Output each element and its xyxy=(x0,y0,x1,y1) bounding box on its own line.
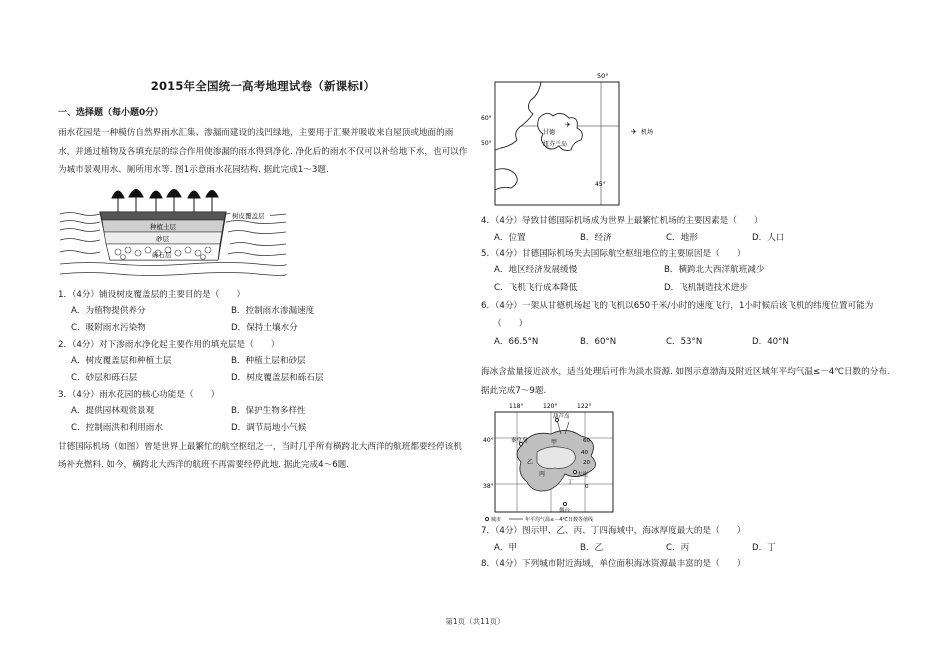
lat-60-label: 60° xyxy=(481,115,492,122)
q1-option-a[interactable]: A．为植物提供养分 xyxy=(71,305,146,316)
q4-option-a[interactable]: A．位置 xyxy=(494,233,526,243)
lon-118-label: 118° xyxy=(509,403,524,411)
isoline-0: 0 xyxy=(585,484,589,491)
legend-airport-icon: ✈ xyxy=(631,128,637,136)
q7-option-a[interactable]: A．甲 xyxy=(494,543,518,554)
q3-option-d[interactable]: D．调节局地小气候 xyxy=(231,423,307,434)
label-planting-soil: 种植土层 xyxy=(150,222,176,231)
q4-option-b[interactable]: B．经济 xyxy=(580,233,612,243)
city-dalian: 大连 xyxy=(577,472,589,479)
isoline-60: 60 xyxy=(583,438,590,445)
lon-50-label: 50° xyxy=(597,72,609,80)
lat-45-label: 45° xyxy=(595,181,606,188)
q6-option-a[interactable]: A．66.5°N xyxy=(494,337,539,347)
q7-option-d[interactable]: D．丁 xyxy=(752,543,776,554)
zone-yi: 乙 xyxy=(527,459,534,467)
q7-option-b[interactable]: B．乙 xyxy=(580,543,604,554)
newfoundland-label: 纽芬兰岛 xyxy=(543,141,568,148)
q5-option-a[interactable]: A．地区经济发展缓慢 xyxy=(494,265,578,275)
question-5-options xyxy=(481,262,891,297)
q3-option-a[interactable]: A．提供园林观赏景观 xyxy=(71,405,155,416)
bohai-sea-map xyxy=(481,400,721,524)
right-column xyxy=(481,70,891,572)
lon-120-label: 120° xyxy=(543,403,558,411)
zone-jia: 甲 xyxy=(551,439,558,447)
q5-option-d[interactable]: D．飞机制造技术进步 xyxy=(664,282,748,293)
legend-city: 城市 xyxy=(491,517,502,524)
lon-122-label: 122° xyxy=(577,403,592,411)
isoline-20: 20 xyxy=(583,460,590,467)
passage-rain-garden: 雨水花园是一种模仿自然界雨水汇集、渗漏而建设的浅凹绿地，主要用于汇聚并吸收来自屋顶或地面的雨水，并通过植物及各填充层的综合作用使渗漏的雨水得到净化. 净化后的雨水不仅可以补给地下水，也可以作为城市景观用水、厕所用水等. 图1示意雨水花园结构. 据此完成1～3题. xyxy=(58,128,468,176)
gander-label: 甘德 xyxy=(543,129,556,136)
q1-option-d[interactable]: D．保持土壤水分 xyxy=(231,323,298,334)
page-title: 2015年全国统一高考地理试卷（新课标Ⅰ） xyxy=(150,79,376,93)
lat-50-label: 50° xyxy=(481,140,492,147)
zone-ding: 丁 xyxy=(567,479,574,487)
city-qinhuangdao: 秦皇岛 xyxy=(511,438,528,445)
lat-38-label: 38° xyxy=(483,483,494,491)
rain-garden-figure xyxy=(58,184,468,284)
bohai-map-figure xyxy=(481,400,891,524)
section-heading: 一、选择题（每小题0分） xyxy=(58,108,164,118)
question-3-options xyxy=(58,403,468,438)
lat-40-label: 40° xyxy=(483,437,494,445)
question-2-options xyxy=(58,353,468,388)
question-1: 1．（4分）铺设树皮覆盖层的主要目的是（ ） xyxy=(58,289,246,300)
question-5: 5．（4分）甘德国际机场失去国际航空枢纽地位的主要原因是（ ） xyxy=(481,249,746,259)
label-gravel-layer: 砾石层 xyxy=(152,250,172,259)
question-2: 2．（4分）对下渗雨水净化起主要作用的填充层是（ ） xyxy=(58,339,280,350)
q1-option-c[interactable]: C．吸附雨水污染物 xyxy=(71,323,146,334)
newfoundland-map-figure xyxy=(481,70,891,210)
zone-bing: 丙 xyxy=(539,471,546,479)
newfoundland-map xyxy=(481,70,721,210)
q2-option-d[interactable]: D．树皮覆盖层和砾石层 xyxy=(231,373,324,384)
q6-option-b[interactable]: B．60°N xyxy=(580,337,617,347)
q7-option-c[interactable]: C．丙 xyxy=(666,543,690,554)
left-column xyxy=(58,78,468,475)
q3-option-b[interactable]: B．保护生物多样性 xyxy=(231,405,306,416)
q5-option-c[interactable]: C．飞机飞行成本降低 xyxy=(494,282,578,293)
airport-icon: ✈ xyxy=(565,121,571,129)
legend-airport-label: 机场 xyxy=(641,129,654,136)
q1-option-b[interactable]: B．控制雨水渗漏速度 xyxy=(231,305,315,316)
q3-option-c[interactable]: C．控制雨洪和利用雨水 xyxy=(71,423,163,434)
question-7-options xyxy=(481,539,891,557)
page-footer: 第1页（共11页） xyxy=(445,617,505,626)
question-6: 6．（4分）一架从甘德机场起飞的飞机以650千米/小时的速度飞行，1小时候后该飞机的纬度位置可能为（ ） xyxy=(481,301,874,329)
q4-option-d[interactable]: D．人口 xyxy=(752,233,785,243)
question-3: 3．（4分）雨水花园的核心功能是（ ） xyxy=(58,389,220,400)
isoline-40: 40 xyxy=(581,450,588,457)
city-yantai: 烟台 xyxy=(559,508,571,515)
legend-isoline: 年平均气温≤－4℃日数等值线 xyxy=(525,517,593,524)
question-6-options xyxy=(481,333,891,351)
city-huludao: 葫芦岛 xyxy=(553,414,570,421)
q6-option-c[interactable]: C．53°N xyxy=(666,337,703,347)
passage-gander-airport: 甘德国际机场（如图）曾是世界上最繁忙的航空枢纽之一，当时几乎所有横跨北大西洋的航班都要经停该机场补充燃料. 如今，横跨北大西洋的航班不再需要经停此地. 据此完成4～6题. xyxy=(58,441,462,471)
question-1-options xyxy=(58,303,468,338)
q2-option-c[interactable]: C．砂层和砾石层 xyxy=(71,373,138,384)
q2-option-a[interactable]: A．树皮覆盖层和种植土层 xyxy=(71,355,172,366)
rain-garden-diagram xyxy=(58,184,288,282)
q4-option-c[interactable]: C．地形 xyxy=(666,233,698,243)
q2-option-b[interactable]: B．种植土层和砂层 xyxy=(231,355,306,366)
label-bark-layer: 树皮覆盖层 xyxy=(232,211,265,220)
question-7: 7．（4分）图示甲、乙、丙、丁四海域中，海冰厚度最大的是（ ） xyxy=(481,526,746,537)
question-4: 4．（4分）导致甘德国际机场成为世界上最繁忙机场的主要因素是（ ） xyxy=(481,216,763,226)
q5-option-b[interactable]: B．横跨北大西洋航班减少 xyxy=(664,265,765,275)
q6-option-d[interactable]: D．40°N xyxy=(752,337,789,347)
passage-sea-ice: 海冰含盐量接近淡水，适当处理后可作为淡水资源. 如图示意渤海及附近区域年平均气温≤－4℃日数的分布. 据此完成7～9题. xyxy=(481,367,890,396)
label-sand-layer: 砂层 xyxy=(156,234,169,243)
question-8: 8．（4分）下列城市附近海域，单位面积海冰资源最丰富的是（ ） xyxy=(481,559,746,570)
question-4-options xyxy=(481,229,891,247)
